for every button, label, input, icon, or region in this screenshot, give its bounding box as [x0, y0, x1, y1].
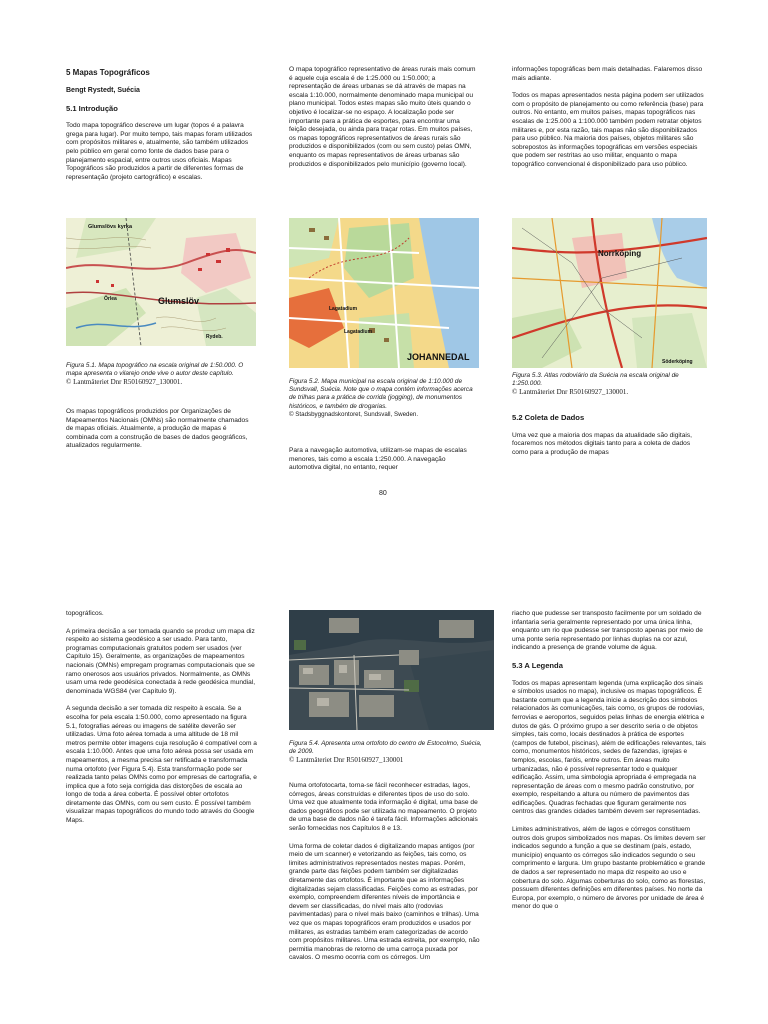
military-paragraph: Todos os mapas apresentados nesta página podem ser utilizados com o propósito de planejamento ou como referência (base) para outros. No entanto, em muitos países, mapas topográficos nas escalas de 1:25.000 a 1:100.000 também podem retratar objetos militares e, por esta razão, tais mapas não são disponibilizados para uso público. Na maioria dos países, objetos militares são sobrepostos às informações topográficas em versões especiais que podem ser restritas ao uso militar, enquanto o mapa topográfico convencional é disponibilizado para uso público. — [512, 92, 704, 168]
map-label: Glumslöv — [158, 296, 200, 306]
top-column-1 — [66, 68, 256, 191]
scale-paragraph: O mapa topográfico representativo de áreas rurais mais comum é aquele cuja escala é de 1:25.000 ou 1:50.000; a representação de áreas urbanas se dá através de mapas na escala 1:10.000, normalmente denominado mapa municipal ou plano municipal. Todos estes mapas são muito úteis quando o objetivo é localizar-se no espaço. A localização pode ser importante para a prática de esportes, para encontrar uma feição desejada, ou ainda para traçar rotas. Em muitos países, os mapas topográficos representativos de áreas rurais são produzidos e disponibilizados (com ou sem custo) pelas OMN, enquanto os mapas representativos de áreas urbanas são produzidos e disponibilizados pelo município (governo local). — [289, 66, 476, 168]
legend-paragraph: Todos os mapas apresentam legenda (uma explicação dos sinais e símbolos usados no mapa), inclusive os mapas topográficos. É bastante comum que a legenda inicie a descrição dos símbolos relacionados às comunicações, tais como, os grupos de rodovias, ferrovias e aeroportos, seguidos pelas linhas de energia elétrica e dutos de gás. O próximo grupo a ser descrito seria o de objetos simples, tais como, locais destinados à prática de esportes (campos de futebol, piscinas), além de edificações relevantes, tais como, monumentos históricos, sedes de fazendas, igrejas e templos, escolas, faróis, entre outros. Em áreas muito urbanizadas, não é possível representar todo e qualquer edificação. Assim, uma simbologia apropriada é empregada na representação de áreas com o mesmo padrão construtivo, por exemplo, respeitando a altura ou número de pavimentos das edificações. Quadras fechadas que figuram geralmente nos centros das grandes cidades também devem ser representadas. — [512, 679, 706, 816]
section-data-collection-title: 5.2 Coleta de Dados — [512, 413, 585, 422]
map-label: Norrköping — [598, 249, 642, 258]
boundaries-paragraph: Limites administrativos, além de lagos e córregos constituem outros dois grupos simbolizados nos mapas. Os limites devem ser indicados segundo a função a que se destinam (país, estado, município) enquanto os córregos são indicados segundo o seu comprimento e largura. Um grupo bastante problemático e grande de dados a ser representado no mapa diz respeito ao uso e cobertura do solo. Algumas coberturas do solo, como as florestas, possuem diferentes definições em diferentes países. No norte da Europa, por exemplo, o número de árvores por unidade de área é menor do que o — [512, 826, 706, 911]
map-label: Söderköping — [662, 359, 693, 365]
road-atlas-image — [512, 218, 707, 368]
caption-credit: © Lantmäteriet Dnr R50160927_130001. — [512, 388, 629, 397]
top-column-2 — [289, 66, 479, 178]
scale-decision-paragraph: A segunda decisão a ser tomada diz respeito à escala. Se a escolha for pela escala 1:50.000, como apresentado na figura 5.1, fotografias aéreas ou imagens de satélite deverão ser utilizadas. Uma foto aérea tomada a uma altitude de 18 mil metros permite obter imagens cuja resolução é compatível com a escala 1:10.000. Antes que uma foto aérea possa ser usada em mapeamentos, a mesma precisa ser retificada e transformada numa ortofoto (ver Figura 5.4). Esta transformação pode ser realizada tanto pelas OMNs como por empresas de cartografia, e implica que a foto seja corrigida das distorções de escala ao longo de toda a área coberta. É possível obter ortofotos diretamente das OMNs, com ou sem custo. É possível também visualizar mapas topográficos do mundo todo através do Google Maps. — [66, 705, 257, 825]
figure-5-2-caption — [289, 378, 479, 419]
top-column-3-lower — [512, 414, 707, 466]
data-collection-paragraph: Uma vez que a maioria dos mapas da atualidade são digitais, focaremos nos métodos digitais tanto para a coleta de dados como para a produção de mapas — [512, 431, 692, 456]
figure-5-1-topographic-map — [66, 218, 256, 346]
caption-text: Figura 5.1. Mapa topográfico na escala original de 1:50.000. O mapa apresenta o vilarejo onde vive o autor deste capítulo. — [66, 362, 244, 378]
navigation-paragraph: Para a navegação automotiva, utilizam-se mapas de escalas menores, tais como a escala 1:250.000. A navegação automotiva digital, no entanto, requer — [289, 447, 467, 472]
map-label: Lagatadium — [329, 306, 358, 312]
map-label: Lagatadium — [344, 329, 373, 335]
top-column-3 — [512, 66, 707, 179]
caption-text: Figura 5.4. Apresenta uma ortofoto do centro de Estocolmo, Suécia, de 2009. — [289, 740, 482, 756]
omn-paragraph: Os mapas topográficos produzidos por Organizações de Mapeamentos Nacionais (OMNs) são normalmente chamados de mapas oficiais. Atualmente, a produção de mapas é combinada com a construção de bases de dados geográficos, atualizados regularmente. — [66, 408, 249, 450]
figure-5-1-caption — [66, 362, 256, 387]
page-number: 80 — [379, 490, 387, 497]
caption-credit: © Stadsbyggnadskontoret, Sundsvall, Sweden. — [289, 410, 419, 418]
top-column-2-lower — [289, 447, 479, 482]
map-label: Örlea — [104, 296, 117, 302]
section-legend-title: 5.3 A Legenda — [512, 660, 563, 670]
municipal-map-image — [289, 218, 479, 368]
map-label: Glumslövs kyrka — [88, 224, 133, 230]
section-intro-title: 5.1 Introdução — [66, 103, 118, 113]
caption-credit: © Lantmäteriet Dnr R50160927_130001. — [66, 378, 183, 387]
map-label: Rydeb. — [206, 334, 223, 340]
figure-5-4-caption — [289, 740, 489, 765]
author-line: Bengt Rystedt, Suécia — [66, 87, 140, 94]
figure-5-4-orthophoto — [289, 610, 494, 730]
continuation-paragraph: informações topográficas bem mais detalhadas. Falaremos disso mais adiante. — [512, 66, 703, 82]
bottom-column-3 — [512, 610, 707, 921]
continuation-paragraph: riacho que pudesse ser transposto facilmente por um soldado de infantaria seria geralmente representado por uma única linha, enquanto um rio que pudesse ser transposto apenas por meio de uma ponte seria representado por linhas duplas na cor azul, indicando a presença de grande volume de água. — [512, 610, 703, 652]
chapter-title: 5 Mapas Topográficos — [66, 68, 150, 77]
continuation-paragraph: topográficos. — [66, 610, 104, 617]
bottom-column-2 — [289, 782, 481, 972]
figure-5-2-municipal-map — [289, 218, 479, 368]
caption-text: Figura 5.2. Mapa municipal na escala original de 1:10.000 de Sundsvall, Suécia. Note que o mapa contém informações acerca de trilhas para a prática de corrida (jogging), de monumentos históricos, e também de drogarias. — [289, 378, 473, 410]
caption-text: Figura 5.3. Atlas rodoviário da Suécia na escala original de 1:250.000. — [512, 372, 679, 388]
intro-paragraph: Todo mapa topográfico descreve um lugar (topos é a palavra grega para lugar). Por muito tempo, tais mapas foram utilizados com propósitos militares e, atualmente, são também utilizados pelo público em geral como fonte de dados base para o planejamento espacial, entre outros usos oficiais. Mapas Topográficos são produzidos a partir de diferentes formas de representação (projeto cartográfico) e escalas. — [66, 122, 253, 181]
caption-credit: © Lantmäteriet Dnr R50160927_130001 — [289, 756, 404, 765]
topographic-map-image — [66, 218, 256, 346]
figure-5-3-caption — [512, 372, 707, 397]
figure-5-3-road-atlas — [512, 218, 707, 368]
orthophoto-paragraph: Numa ortofotocarta, torna-se fácil reconhecer estradas, lagos, córregos, áreas construídas e diferentes tipos de uso do solo. Uma vez que atualmente toda informação é digital, uma base de dados geográficos pode ser utilizada no mapeamento. O projeto de uma base de dados não é tarefa fácil. Informações adicionais serão fornecidas nos Capítulos 8 e 13. — [289, 782, 478, 832]
digitizing-paragraph: Uma forma de coletar dados é digitalizando mapas antigos (por meio de um scanner) e vetorizando as feições, tais como, os limites administrativos representados nestes mapas. Porém, grande parte das feições podem também ser digitalizadas diretamente das ortofotos. É importante que as informações digitalizadas sejam classificadas. Feições como as estradas, por exemplo, compreendem diferentes níveis de importância e devem ser classificadas, do nível mais alto (rodovias pavimentadas) para o nível mais baixo (caminhos e trilhas). Uma vez que os mapas topográficos eram produzidos e usados por militares, as estradas também eram categorizadas de acordo com propósitos militares. Uma estrada estreita, por exemplo, não permitia manobras de retorno de uma carroça puxada por cavalos. O mesmo ocorria com os córregos. Um — [289, 842, 480, 962]
map-label: JOHANNEDAL — [407, 352, 470, 362]
orthophoto-image — [289, 610, 494, 730]
bottom-column-1 — [66, 610, 258, 835]
top-column-1-lower — [66, 408, 256, 460]
geodetic-paragraph: A primeira decisão a ser tomada quando se produz um mapa diz respeito ao sistema geodésico a ser usado. Para tanto, programas computacionais gratuitos podem ser usados (ver Capítulo 15). Geralmente, as organizações de mapeamentos nacionais (OMNs) empregam programas computacionais que se ramo onerosos aos usuários privados. Normalmente, as OMNs usam uma rede geodésica conectada à rede geodésica mundial, denominada WGS84 (ver Capítulo 9). — [66, 627, 256, 695]
